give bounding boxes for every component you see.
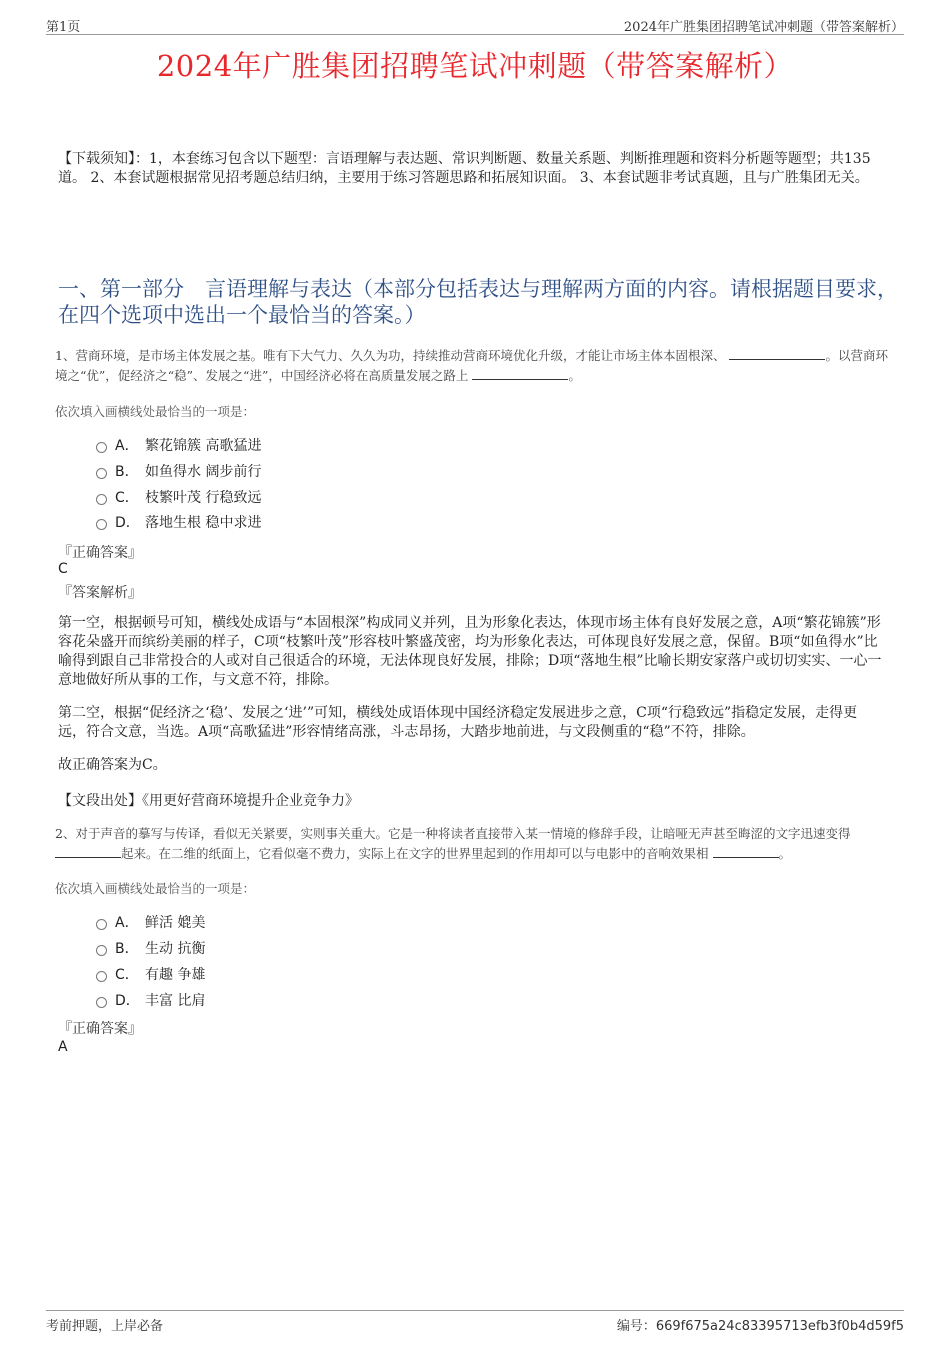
radio-icon[interactable]	[96, 468, 107, 479]
question-1-text-b: 。以营商环境之“优”，促经济之“稳”、发展之“进”，中国经济必将在高质量发展之路上	[55, 348, 888, 383]
question-1-stem	[55, 346, 895, 386]
code-value: 669f675a24c83395713efb3f0b4d59f5	[655, 1319, 904, 1334]
footer-slogan: 考前押题，上岸必备	[46, 1319, 164, 1334]
question-1-answer: C	[58, 561, 68, 577]
radio-icon[interactable]	[96, 997, 107, 1008]
download-notice: 【下载须知】：1，本套练习包含以下题型：言语理解与表达题、常识判断题、数量关系题、判断推理题和资料分析题等题型；共135道。 2、本套试题根据常见招考题总结归纳，主要用于练习答题思路和拓展知识面。 3、本套试题非考试真题，且与广胜集团无关。	[58, 151, 871, 186]
question-1-option-b[interactable]: B． 如鱼得水 阔步前行	[96, 462, 261, 482]
question-2-option-d[interactable]: D． 丰富 比肩	[96, 991, 205, 1011]
passage-source: 【文段出处】《用更好营商环境提升企业竞争力》	[58, 793, 359, 809]
question-2-prompt: 依次填入画横线处最恰当的一项是：	[55, 881, 256, 896]
page-header	[46, 14, 904, 35]
blank-line	[55, 845, 121, 858]
question-1-analysis-label: 『答案解析』	[58, 585, 142, 601]
header-doc-title: 2024年广胜集团招聘笔试冲刺题（带答案解析）	[623, 20, 904, 35]
radio-icon[interactable]	[96, 971, 107, 982]
radio-icon[interactable]	[96, 945, 107, 956]
question-1-text-c: 。	[568, 368, 581, 383]
question-1-option-c[interactable]: C． 枝繁叶茂 行稳致远	[96, 488, 261, 508]
question-1-option-a[interactable]: A． 繁花锦簇 高歌猛进	[96, 436, 261, 456]
question-2-option-c[interactable]: C． 有趣 争雄	[96, 965, 205, 985]
question-2-text-b: 起来。在二维的纸面上，它看似毫不费力，实际上在文字的世界里起到的作用却可以与电影中的音响效果相	[121, 846, 709, 861]
question-1-text-a: 1、营商环境，是市场主体发展之基。唯有下大气力、久久为功，持续推动营商环境优化升级，才能让市场主体本固根深、	[55, 348, 726, 363]
analysis-paragraph-2: 第二空，根据“促经济之‘稳’、发展之‘进’”可知，横线处成语体现中国经济稳定发展进步之意，C项“行稳致远”指稳定发展，走得更远，符合文意，当选。A项“高歌猛进”形容情绪高涨，斗志昂扬，大踏步地前进，与文段侧重的“稳”不符，排除。	[58, 705, 858, 740]
blank-line	[713, 845, 779, 858]
blank-line	[729, 347, 825, 360]
page-footer	[46, 1310, 904, 1335]
radio-icon[interactable]	[96, 919, 107, 930]
question-2-option-a[interactable]: A． 鲜活 媲美	[96, 913, 205, 933]
question-1-answer-label: 『正确答案』	[58, 545, 142, 561]
radio-icon[interactable]	[96, 442, 107, 453]
page-number: 第1页	[46, 20, 81, 35]
document-code	[617, 1315, 904, 1334]
radio-icon[interactable]	[96, 494, 107, 505]
question-2-answer-label: 『正确答案』	[58, 1021, 142, 1037]
blank-line	[472, 367, 568, 380]
question-1-option-d[interactable]: D． 落地生根 稳中求进	[96, 513, 261, 533]
question-2-text-c: 。	[778, 846, 792, 861]
section-heading: 一、第一部分 言语理解与表达（本部分包括表达与理解两方面的内容。请根据题目要求，在四个选项中选出一个最恰当的答案。）	[58, 277, 898, 327]
question-2-answer: A	[58, 1039, 68, 1055]
question-2-stem	[55, 824, 895, 864]
question-2-option-b[interactable]: B． 生动 抗衡	[96, 939, 205, 959]
analysis-paragraph-1: 第一空，根据顿号可知，横线处成语与“本固根深”构成同义并列，且为形象化表达，体现市场主体有良好发展之意，A项“繁花锦簇”形容花朵盛开而缤纷美丽的样子，C项“枝繁叶茂”形容枝叶繁盛茂密，均为形象化表达，可体现良好发展之意，保留。B项“如鱼得水”比喻得到跟自己非常投合的人或对自己很适合的环境，无法体现良好发展，排除；D项“落地生根”比喻长期安家落户或切切实实、一心一意地做好所从事的工作，与文意不符，排除。	[58, 615, 882, 688]
question-1-prompt: 依次填入画横线处最恰当的一项是：	[55, 404, 256, 419]
code-label: 编号：	[616, 1319, 656, 1334]
analysis-conclusion: 故正确答案为C。	[58, 757, 167, 773]
question-2-text-a: 2、对于声音的摹写与传译，看似无关紧要，实则事关重大。它是一种将读者直接带入某一情境的修辞手段，让暗哑无声甚至晦涩的文字迅速变得	[55, 826, 851, 841]
radio-icon[interactable]	[96, 519, 107, 530]
document-title: 2024年广胜集团招聘笔试冲刺题（带答案解析）	[156, 49, 794, 83]
